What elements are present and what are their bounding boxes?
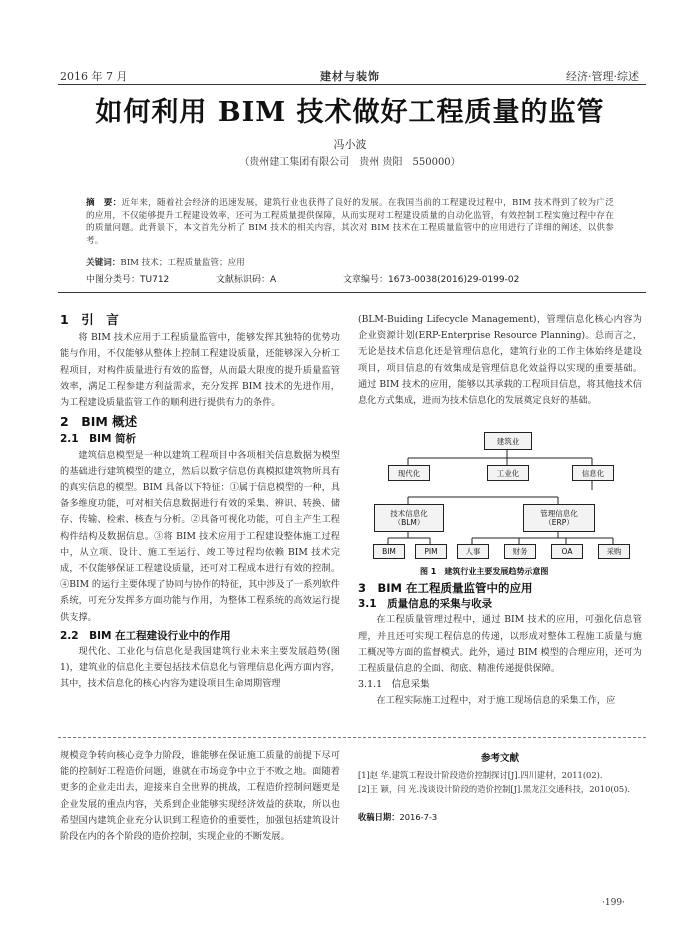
node-management-informatization: 管理信息化 （ERP） [523, 504, 595, 532]
section-1-heading: 1 引 言 [60, 312, 119, 327]
header-section: 经济·管理·综述 [566, 70, 639, 83]
reference-item: [1]赵 华.建筑工程设计阶段造价控制探讨[J].四川建材，2011(02). [358, 770, 603, 780]
section-2-1-heading: 2.1 BIM 简析 [60, 433, 137, 446]
figure-1 [368, 428, 632, 566]
keywords-label: 关键词： [86, 258, 121, 268]
continuation-paragraph: 规模竞争转向核心竞争力阶段，谁能够在保证施工质量的前提下尽可能的控制好工程造价问题，谁就在市场竞争中立于不败之地。面随着更多的企业走出去，迎接来自全世界的挑战，工程造价控制问题更是企业发展的重点内容，关系到企业能够实现经济效益的获取，所以也希望国内建筑企业充分认识到工程造价的重要性，加强包括建筑设计阶段在内的各个阶段的造价控制，实现企业的不断发展。 [60, 750, 340, 843]
received-date [358, 810, 642, 824]
node-construction-industry: 建筑业 [484, 432, 532, 450]
section-2-2-heading: 2.2 BIM 在工程建设行业中的作用 [60, 629, 231, 642]
clc-value: TU712 [140, 275, 170, 285]
affiliation: （贵州建工集团有限公司 贵州 贵阳 550000） [239, 157, 461, 168]
abstract [86, 197, 614, 247]
node-personnel: 人事 [457, 544, 489, 559]
continuation-text-block [60, 748, 340, 845]
article-number [343, 272, 519, 285]
page-number: ·199· [602, 898, 625, 908]
received-label: 收稿日期： [358, 812, 400, 822]
section-2-1-paragraph: 建筑信息模型是一种以建筑工程项目中各项相关信息数据为模型的基础进行建筑模型的建立，然后以数字信息仿真模拟建筑物所具有的真实信息的模型。BIM 具备以下特征：①属于信息模型的一种，具备多维度功能，可对相关信息数据进行有效的采集、辨识、转换、储存、传输、检索、核查与分析。②具备可视化功能，可自主产生工程构件结构及数据信息。③将 BIM 技术应用于工程建设整体施工过程中，从立项、设计、施工至运行、竣工等过程均依赖 BIM 技术完成，不仅能够保证工程建设质量，还可对工程成本进行有效的控制。④BIM 的运行主要体现了协同与协作的特征，其中涉及了一系列软件系统，可充分发挥多方面功能与作用，为整体工程系统的高效运行提供支撑。 [60, 449, 340, 623]
left-column [60, 312, 340, 693]
article-no-label: 文章编号： [343, 275, 389, 285]
section-3-1-1-paragraph: 在工程实际施工过程中，对于施工现场信息的采集工作，应 [376, 695, 616, 707]
section-2-2-paragraph: 现代化、工业化与信息化是我国建筑行业未来主要发展趋势(图 1)，建筑业的信息化主要包括技术信息化与管理信息化两方面内容，其中，技术信息化的核心内容为建设项目生命周期管理 [60, 646, 340, 690]
node-informatization: 信息化 [572, 465, 614, 481]
section-3-1-1-heading: 3.1.1 信息采集 [358, 679, 430, 691]
node-procurement: 采购 [598, 544, 630, 559]
references-heading: 参考文献 [480, 753, 519, 764]
node-oa: OA [551, 544, 583, 559]
section-3-1-paragraph: 在工程质量管理过程中，通过 BIM 技术的应用，可强化信息管理，并且还可实现工程信息的传递，以形成对整体工程施工质量与施工概况等方面的监督模式。此外，通过 BIM 模型的合理应用，还可为工程质量信息的全面、彻底、精准传递提供保障。 [358, 614, 642, 675]
node-industrialization: 工业化 [487, 465, 529, 481]
header-rule [58, 84, 646, 85]
node-pim: PIM [415, 544, 447, 559]
document-code [216, 272, 276, 285]
reference-item: [2]王 颖，闫 光.浅谈设计阶段的造价控制[J].黑龙江交通科技，2010(05). [358, 784, 631, 794]
section-3-heading: 3 BIM 在工程质量监管中的应用 [358, 581, 533, 595]
abstract-label: 摘 要： [86, 198, 122, 208]
section-1-paragraph: 将 BIM 技术应用于工程质量监管中，能够发挥其独特的优势功能与作用，不仅能够从整体上控制工程建设质量，还能够深入分析工程项目，对构件质量进行有效的监督，从而最大限度的提升质量监管效率，满足工程参建方利益需求，充分发挥 BIM 技术的先进作用，为工程建设质量监管工作的顺利进行提供有力的条件。 [60, 332, 340, 409]
node-modernization: 现代化 [388, 465, 430, 481]
node-finance: 财务 [504, 544, 536, 559]
doc-code-label: 文献标识码： [216, 275, 271, 285]
received-value: 2016-7-3 [399, 812, 438, 822]
abstract-rule [58, 292, 646, 293]
section-2-heading: 2 BIM 概述 [60, 414, 138, 430]
article-separator [58, 737, 646, 738]
author: 冯小波 [333, 138, 367, 151]
node-technical-informatization: 技术信息化 （BLM） [374, 504, 444, 532]
keywords [86, 256, 614, 268]
right-column-top [358, 312, 642, 409]
clc-number [86, 272, 169, 285]
header-journal: 建材与装饰 [320, 70, 380, 83]
node-bim: BIM [373, 544, 405, 559]
keywords-text: BIM 技术；工程质量监管；应用 [120, 258, 245, 268]
references [358, 750, 642, 824]
abstract-text: 近年来，随着社会经济的迅速发展，建筑行业也获得了良好的发展。在我国当前的工程建设过程中，BIM 技术得到了较为广泛的应用，不仅能够提升工程建设效率，还可为工程质量提供保障，从而实现对工程建设质量的自动化监管，有效控制工程实施过程中存在的质量问题。此背景下，本文首先分析了 BIM 技术的相关内容，其次对 BIM 技术在工程质量监管中的应用进行了详细的阐述，以供参考。 [86, 198, 614, 246]
section-3-1-heading: 3.1 质量信息的采集与收录 [358, 598, 493, 611]
article-no-value: 1673-0038(2016)29-0199-02 [388, 275, 520, 285]
clc-label: 中图分类号： [86, 275, 141, 285]
continued-paragraph: (BLM-Buiding Lifecycle Management)，管理信息化核心内容为企业资源计划(ERP-Enterprise Resource Planning)。总而言之，无论是技术信息化还是管理信息化，建筑行业的工作主体始终是建设项目，项目信息的有效集成是管理信息化效益得以实现的重要基础。通过 BIM 技术的应用，能够以其承载的工程项目信息，将其他技术信息化方式集成，进而为技术信息化的发展奠定良好的基础。 [358, 314, 642, 407]
header-date: 2016 年 7 月 [60, 70, 128, 83]
article-title: 如何利用 BIM 技术做好工程质量的监管 [95, 97, 605, 128]
right-column-bottom [358, 580, 642, 710]
figure-1-caption: 图 1 建筑行业主要发展趋势示意图 [420, 567, 549, 576]
doc-code-value: A [270, 275, 277, 285]
